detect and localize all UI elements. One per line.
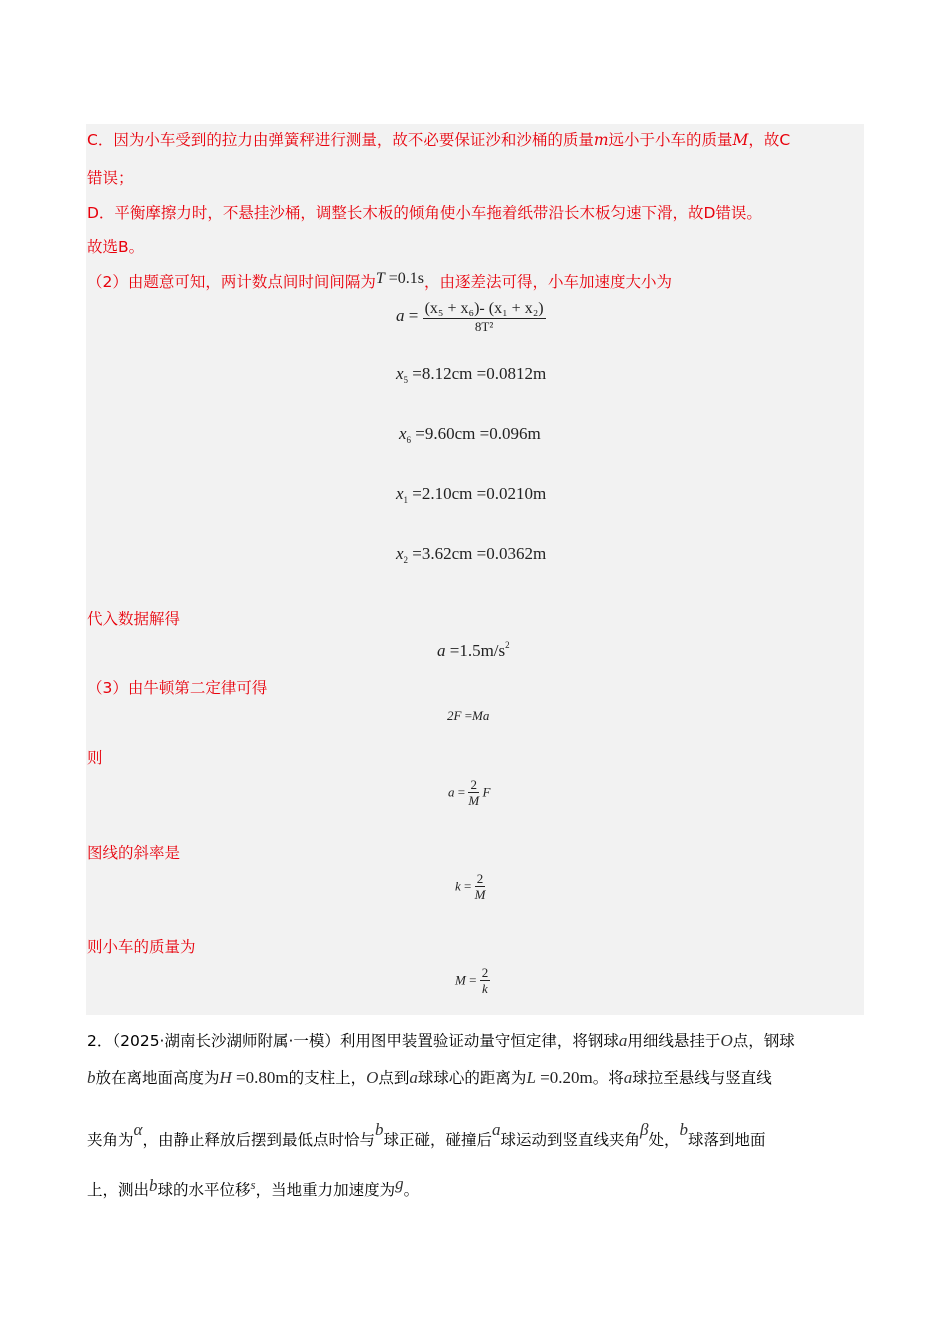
solution-substitute: 代入数据解得 bbox=[87, 610, 181, 628]
formula-a-of-F: a = $\frac{2}{M}$ F bbox=[448, 777, 491, 809]
value-x6: $x_6 =9.60cm =0.096m$ bbox=[399, 424, 541, 445]
formula-denominator: 8T² bbox=[474, 318, 494, 334]
solution-part3: （3）由牛顿第二定律可得 bbox=[87, 679, 268, 697]
formula-acceleration: a = $\frac{\text{(x₅ + x₆)- (x₁ + x₂)}}{\text{8T²}}$ bbox=[396, 300, 544, 334]
value-x5: $x_5 =8.12cm =0.0812m$ bbox=[396, 364, 547, 385]
solution-line-d: D．平衡摩擦力时，不悬挂沙桶，调整长木板的倾角使小车拖着纸带沿长木板匀速下滑，故D错误。 bbox=[87, 204, 762, 222]
question-line-4: 上，测出b球的水平位移$^s$，当地重力加速度为g。 bbox=[87, 1174, 420, 1199]
solution-line-c1: C．因为小车受到的拉力由弹簧秤进行测量，故不必要保证沙和沙桶的质量m远小于小车的质量M，故C bbox=[87, 131, 791, 149]
solution-mass-text: 则小车的质量为 bbox=[87, 938, 196, 956]
solution-line-choose: 故选B。 bbox=[87, 238, 145, 256]
result-acceleration: $a =1.5m/s^2$ bbox=[437, 640, 510, 660]
question-line-2: b放在离地面高度为H =0.80m的支柱上，O点到a球球心的距离为L =0.20m。将a球拉至悬线与竖直线 bbox=[87, 1068, 772, 1087]
formula-k: k = $\frac{2}{M}$ bbox=[455, 871, 486, 903]
formula-M: M = $\frac{2}{k}$ bbox=[455, 965, 489, 997]
solution-line-c2: 错误； bbox=[87, 169, 134, 187]
solution-then: 则 bbox=[87, 749, 103, 767]
formula-numerator: (x₅ + x₆)- (x₁ + x₂) bbox=[424, 300, 544, 317]
formula-newton: 2F =Ma bbox=[447, 708, 490, 723]
question-line-1: 2．（2025·湖南长沙湖师附属·一模）利用图甲装置验证动量守恒定律，将钢球a用细线悬挂于O点，钢球 bbox=[87, 1031, 795, 1050]
solution-slope-text: 图线的斜率是 bbox=[87, 844, 181, 862]
value-x2: $x_2 =3.62cm =0.0362m$ bbox=[396, 544, 547, 565]
question-line-3: 夹角为α，由静止释放后摆到最低点时恰与b球正碰，碰撞后a球运动到竖直线夹角β处，b球落到地面 bbox=[87, 1120, 766, 1149]
value-x1: $x_1 =2.10cm =0.0210m$ bbox=[396, 484, 547, 505]
solution-part2: （2）由题意可知，两计数点间时间间隔为T =0.1s，由逐差法可得，小车加速度大小为 bbox=[87, 270, 673, 291]
